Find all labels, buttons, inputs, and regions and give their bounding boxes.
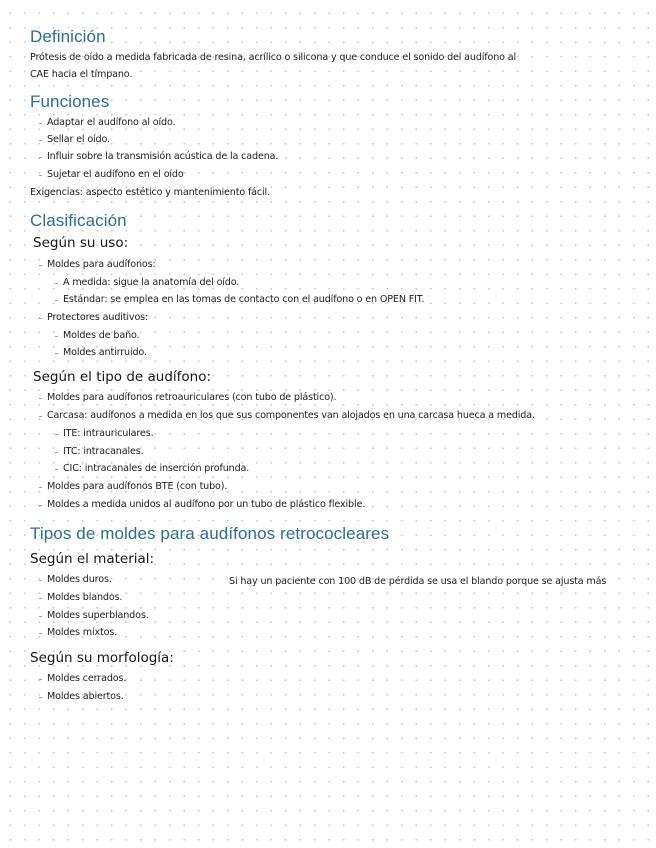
exigencias-text: Exigencias: aspecto estético y mantenimiento fácil. xyxy=(30,187,270,198)
funciones-item: Sujetar el audífono en el oído xyxy=(47,169,184,180)
segun-morfologia-heading: Según su morfología: xyxy=(30,650,174,666)
segun-material-heading: Según el material: xyxy=(30,551,155,567)
bte-item: Moldes para audífonos BTE (con tubo). xyxy=(47,481,228,492)
material-item: Moldes blandos. xyxy=(47,592,123,603)
funciones-title: Funciones xyxy=(30,92,110,111)
definicion-text-line-1: Prótesis de oído a medida fabricada de resina, acrílico o silicona y que conduce el sonido del audífono al xyxy=(30,52,517,63)
funciones-item: Sellar el oído. xyxy=(47,134,110,145)
retroauriculares-item: Moldes para audífonos retroauriculares (con tubo de plástico). xyxy=(47,392,337,403)
morfologia-item: Moldes abiertos. xyxy=(47,691,124,702)
protectores-item: Protectores auditivos: xyxy=(47,312,149,323)
unidos-item: Moldes a medida unidos al audífono por un tubo de plástico flexible. xyxy=(47,499,366,510)
segun-tipo-heading: Según el tipo de audífono: xyxy=(33,369,212,385)
material-note: Si hay un paciente con 100 dB de pérdida se usa el blando porque se ajusta más xyxy=(229,576,607,587)
funciones-item: Influir sobre la transmisión acústica de la cadena. xyxy=(47,151,279,162)
carcasa-item: Carcasa: audífonos a medida en los que sus componentes van alojados en una carcasa hueca a medida. xyxy=(47,410,535,421)
itc-item: ITC: intracanales. xyxy=(63,446,144,457)
funciones-item: Adaptar el audífono al oído. xyxy=(47,117,176,128)
cic-item: CIC: intracanales de inserción profunda. xyxy=(63,463,250,474)
definicion-title: Definición xyxy=(30,27,106,46)
morfologia-item: Moldes cerrados. xyxy=(47,673,127,684)
moldes-bano-item: Moldes de baño. xyxy=(63,330,140,341)
material-item: Moldes duros. xyxy=(47,574,112,585)
tipos-moldes-title: Tipos de moldes para audífonos retrococleares xyxy=(30,524,390,543)
moldes-audifonos-item: Moldes para audífonos: xyxy=(47,259,156,270)
material-item: Moldes mixtos. xyxy=(47,627,118,638)
segun-uso-heading: Según su uso: xyxy=(33,235,129,251)
clasificacion-title: Clasificación xyxy=(30,211,127,230)
a-medida-item: A medida: sigue la anatomía del oído. xyxy=(63,277,240,288)
moldes-antirruido-item: Moldes antirruido. xyxy=(63,347,147,358)
definicion-text-line-2: CAE hacia el tímpano. xyxy=(30,69,133,80)
ite-item: ITE: intrauriculares. xyxy=(63,428,154,439)
material-item: Moldes superblandos. xyxy=(47,610,149,621)
estandar-item: Estándar: se emplea en las tomas de contacto con el audífono o en OPEN FIT. xyxy=(63,294,425,305)
